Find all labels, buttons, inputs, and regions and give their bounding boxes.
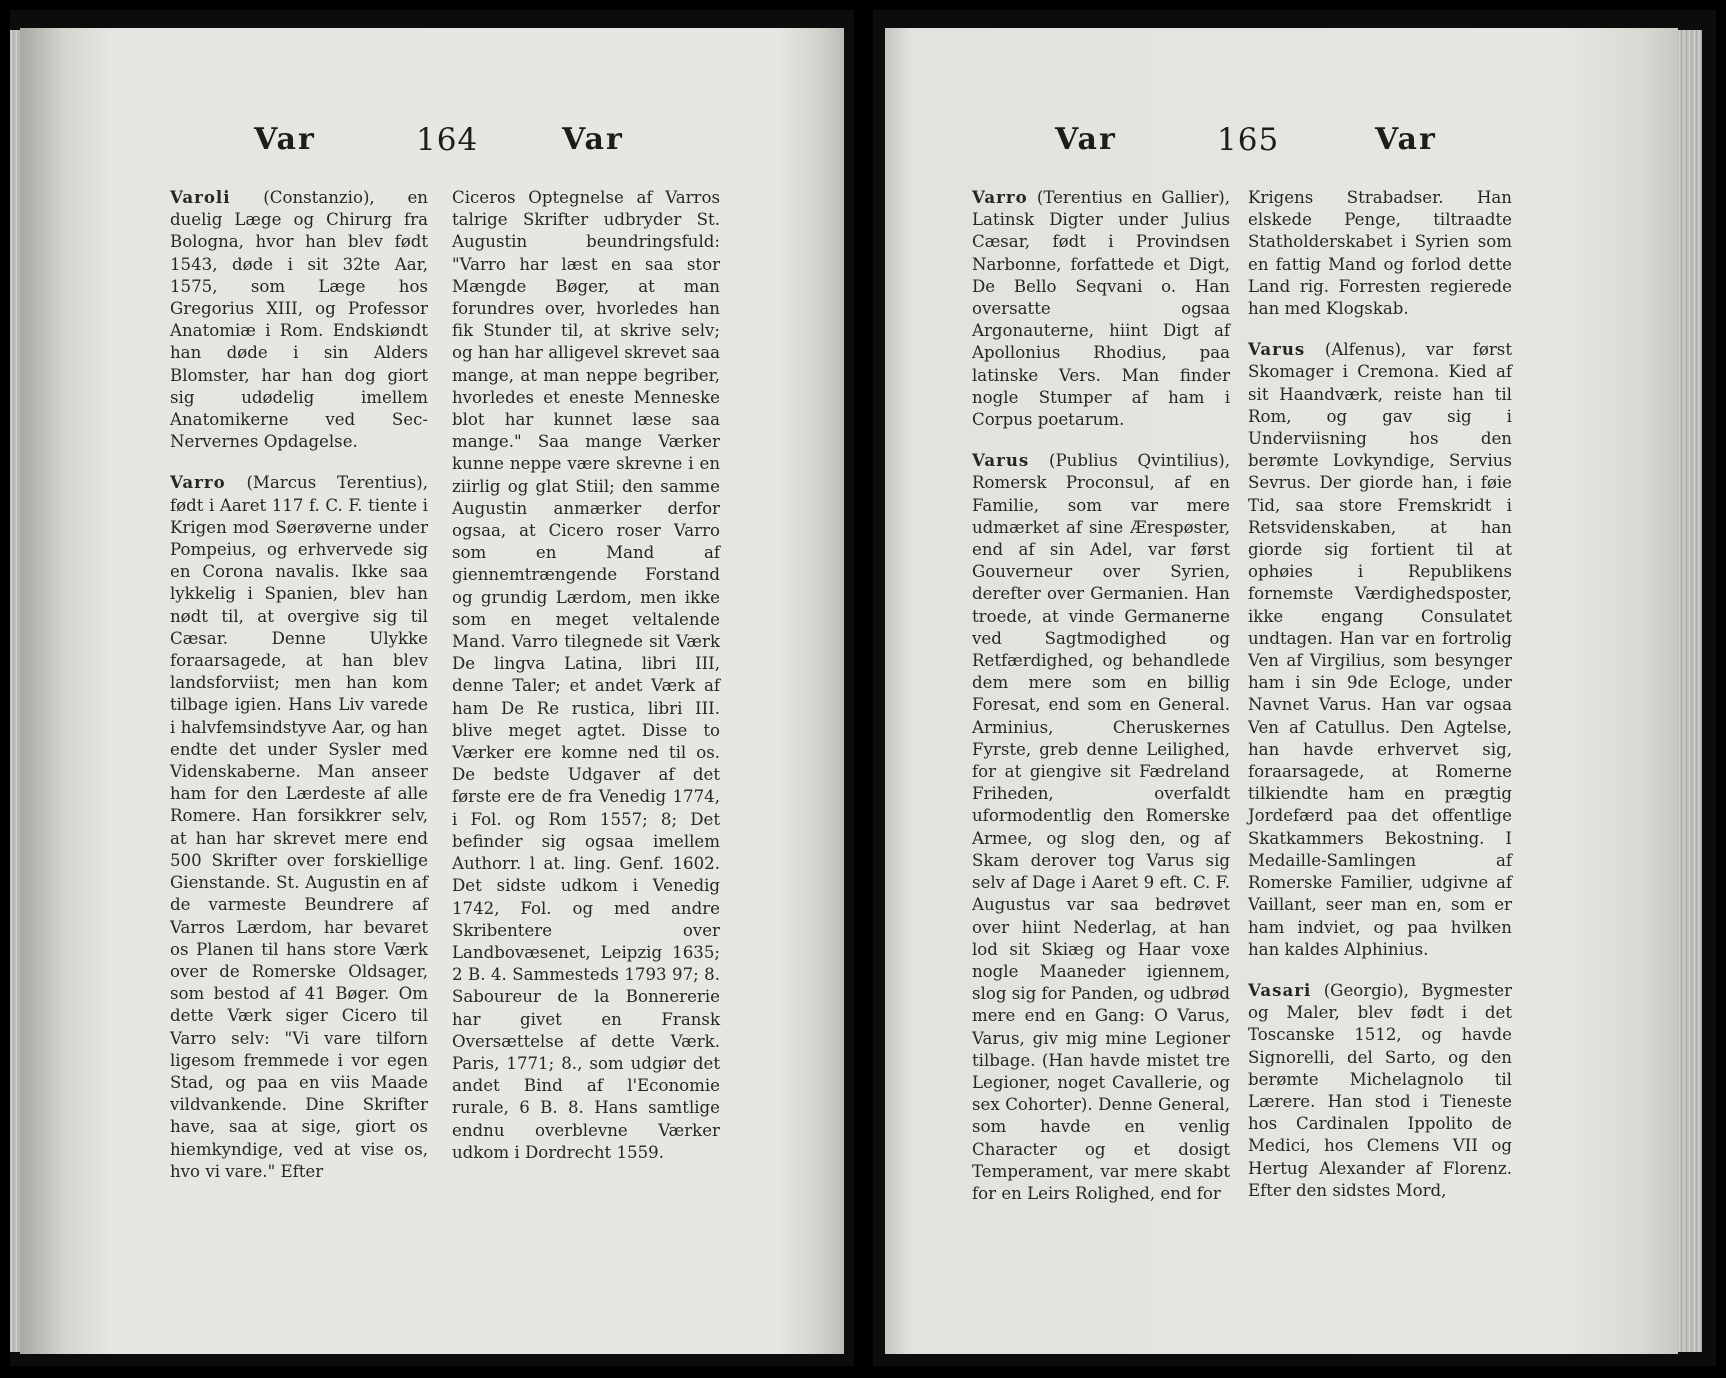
- header-right-word: Var: [562, 122, 624, 157]
- entry: [1248, 338, 1512, 961]
- entry-text: Ciceros Optegnelse af Varros talrige Skrifter udbryder St. Augustin beundringsfuld: "Varro har læst en saa stor Mængde Bøger, at man forundres over, hvorledes han fik Stunder til, at skrive selv; og han har alligevel skrevet saa mange, at man neppe begriber, hvorledes et eneste Menneske blot har kunnet læse saa mange." Saa mange Værker kunne neppe være skrevne i en ziirlig og glat Stiil; den samme Augustin anmærker derfor ogsaa, at Cicero roser Varro som en Mand af giennemtrængende Forstand og grundig Lærdom, men ikke som en meget veltalende Mand. Varro tilegnede sit Værk De lingva Latina, libri III, denne Taler; et andet Værk af ham De Re rustica, libri III. blive meget agtet. Disse to Værker ere komne ned til os. De bedste Udgaver af det første ere de fra Venedig 1774, i Fol. og Rom 1557; 8; Det befinder sig ogsaa imellem Authorr. l at. ling. Genf. 1602. Det sidste udkom i Venedig 1742, Fol. og med andre Skribentere over Landbovæsenet, Leipzig 1635; 2 B. 4. Sammesteds 1793 97; 8. Saboureur de la Bonnererie har givet en Fransk Oversættelse af dette Værk. Paris, 1771; 8., som udgiør det andet Bind af l'Economie rurale, 6 B. 8. Hans samtlige endnu overblevne Værker udkom i Dordrecht 1559.: [452, 188, 721, 1162]
- page-164: [20, 28, 844, 1354]
- entry: [1248, 979, 1512, 1202]
- entry: [972, 186, 1230, 431]
- entry-headword: Varus: [972, 450, 1030, 471]
- entry-text: Krigens Strabadser. Han elskede Penge, tiltraadte Statholderskabet i Syrien som en fattig Mand og forlod dette Land rig. Forresten regierede han med Klogskab.: [1248, 188, 1512, 319]
- entry-text: (Georgio), Bygmester og Maler, blev født i det Toscanske 1512, og havde Signorelli, del Sarto, og den berømte Michelagnolo til Lærere. Han stod i Tieneste hos Cardinalen Ippolito de Medici, hos Clemens VII og Hertug Alexander af Florenz. Efter den sidstes Mord,: [1248, 980, 1512, 1200]
- text-column-right: [452, 186, 720, 1164]
- header-left-word: Var: [1055, 122, 1117, 157]
- running-header: [20, 122, 844, 174]
- page-number: 165: [1217, 122, 1280, 158]
- running-header: [885, 122, 1678, 174]
- text-column-right: [1248, 186, 1512, 1202]
- entry-headword: Vasari: [1248, 979, 1312, 1000]
- entry-headword: Varro: [170, 472, 226, 493]
- entry-text: (Marcus Terentius), født i Aaret 117 f. C. F. tiente i Krigen mod Søerøverne under Pompeius, og erhvervede sig en Corona navalis. Ikke saa lykkelig i Spanien, blev han nødt til, at overgive sig til Cæsar. Denne Ulykke foraarsagede, at han blev landsforviist; men han kom tilbage igien. Hans Liv varede i halvfemsindstyve Aar, og han endte det under Sysler med Videnskaberne. Man anseer ham for den Lærdeste af alle Romere. Han forsikkrer selv, at han har skrevet mere end 500 Skrifter over forskiellige Gienstande. St. Augustin en af de varmeste Beundrere af Varros Lærdom, har bevaret os Planen til hans store Værk over de Romerske Oldsager, som bestod af 41 Bøger. Om dette Værk siger Cicero til Varro selv: "Vi vare tilforn ligesom fremmede i vor egen Stad, og paa en viis Maade vildvankende. Dine Skrifter have, saa at sige, giort os hiemkyndige, ved at vise os, hvo vi vare." Efter: [170, 473, 428, 1181]
- entry-headword: Varoli: [170, 187, 231, 207]
- left-page-photo: [10, 10, 854, 1366]
- entry-text: (Publius Qvintilius), Romersk Proconsul, af en Familie, som var mere udmærket af sine Ærespøster, end af sin Adel, var først Gouverneur over Syrien, derefter over Germanien. Han troede, at vinde Germanerne ved Sagtmodighed og Retfærdighed, og behandlede dem mere som en billig Foresat, end som en General. Arminius, Cheruskernes Fyrste, greb denne Leilighed, for at giengive sit Fædreland Friheden, overfaldt uformodentlig den Romerske Armee, og slog den, og af Skam derover tog Varus sig selv af Dage i Aaret 9 eft. C. F. Augustus var saa bedrøvet over hiint Nederlag, at han lod sit Skiæg og Haar voxe nogle Maaneder igiennem, slog sig for Panden, og udbrød mere end en Gang: O Varus, Varus, giv mig mine Legioner tilbage. (Han havde mistet tre Legioner, noget Cavallerie, og sex Cohorter). Denne General, som havde en venlig Character og et dosigt Temperament, var mere skabt for en Leirs Rolighed, end for: [972, 451, 1230, 1203]
- entry-text: (Constanzio), en duelig Læge og Chirurg fra Bologna, hvor han blev født 1543, døde i sit 32te Aar, 1575, som Læge hos Gregorius XIII, og Professor Anatomiæ i Rom. Endskiøndt han døde i sin Alders Blomster, har han dog giort sig udødelig imellem Anatomikerne ved Sec-Nervernes Opdagelse.: [170, 188, 428, 452]
- entry-headword: Varus: [1248, 339, 1306, 360]
- text-column-left: [170, 186, 428, 1183]
- page-number: 164: [416, 122, 479, 158]
- entry: [170, 471, 428, 1183]
- header-left-word: Var: [254, 122, 316, 157]
- entry-headword: Varro: [972, 187, 1028, 207]
- page-stack-edge: [10, 30, 20, 1352]
- entry-text: (Alfenus), var først Skomager i Cremona. Kied af sit Haandværk, reiste han til Rom, og gav sig i Underviisning hos den berømte Lovkyndige, Servius Sevrus. Der giorde han, i føie Tid, saa store Fremskridt i Retsvidenskaben, at han giorde sig fortient til at ophøies i Republikens fornemste Værdighedsposter, ikke engang Consulatet undtagen. Han var en fortrolig Ven af Virgilius, som besynger ham i sin 9de Ecloge, under Navnet Varus. Han var ogsaa Ven af Catullus. Den Agtelse, han havde erhvervet sig, foraarsagede, at Romerne tilkiendte ham en prægtig Jordefærd paa det offentlige Skatkammers Bekostning. I Medaille-Samlingen af Romerske Familier, udgivne af Vaillant, seer man en, som er ham indviet, og paa hvilken han kaldes Alphinius.: [1248, 340, 1512, 959]
- entry: [1248, 186, 1512, 320]
- entry-text: (Terentius en Gallier), Latinsk Digter under Julius Cæsar, født i Provindsen Narbonne, forfattede et Digt, De Bello Seqvani o. Han oversatte ogsaa Argonauterne, hiint Digt af Apollonius Rhodius, paa latinske Vers. Man finder nogle Stumper af ham i Corpus poetarum.: [972, 188, 1230, 430]
- entry: [972, 449, 1230, 1205]
- entry: [452, 186, 720, 1164]
- page-165: [885, 28, 1678, 1354]
- page-stack-edge: [1678, 30, 1702, 1352]
- entry: [170, 186, 428, 453]
- header-right-word: Var: [1375, 122, 1437, 157]
- text-column-left: [972, 186, 1230, 1205]
- right-page-photo: [873, 10, 1716, 1366]
